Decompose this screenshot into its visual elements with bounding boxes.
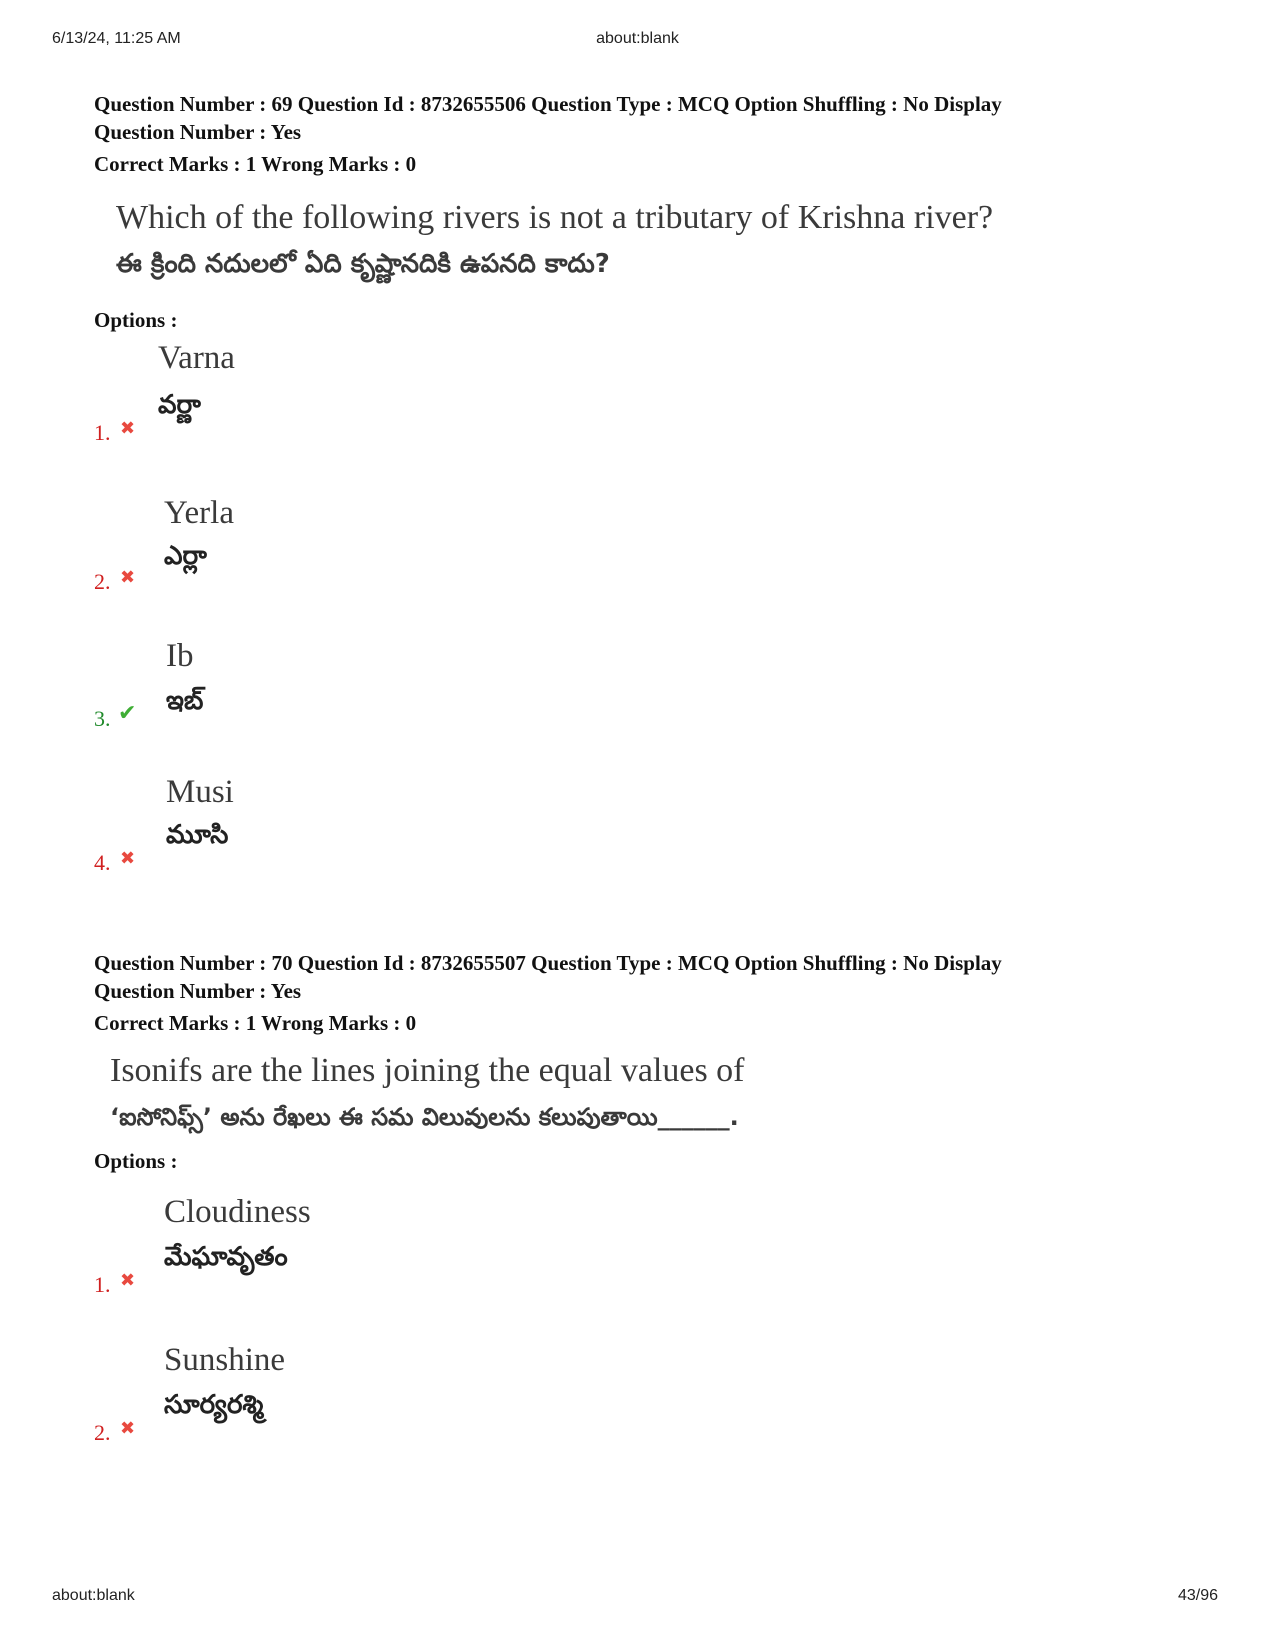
option-3: [94, 638, 794, 778]
option-number: 2.: [94, 1420, 111, 1445]
option-text-english: Musi: [166, 774, 234, 810]
question-block-70: [94, 949, 1224, 1445]
option-4: [94, 774, 794, 914]
option-1: [94, 1194, 794, 1334]
question-marks: Correct Marks : 1 Wrong Marks : 0: [94, 152, 417, 176]
question-text-telugu: ‘ఐసోనిఫ్స్’ అను రేఖలు ఈ సమ విలువులను కలుపుతాయి______.: [110, 1103, 739, 1131]
question-text-english: Which of the following rivers is not a tributary of Krishna river?: [116, 199, 994, 236]
cross-icon: ✖: [120, 1418, 136, 1439]
option-number: 4.: [94, 850, 111, 875]
options-label: Options :: [94, 1149, 178, 1173]
option-2: [94, 1342, 794, 1482]
option-text-telugu: మేఘావృతం: [164, 1242, 288, 1272]
question-block-69: [94, 90, 1224, 875]
cross-icon: ✖: [120, 418, 136, 439]
question-text-telugu: ఈ క్రింది నదులలో ఏది కృష్ణానదికి ఉపనది కాదు?: [116, 249, 610, 279]
option-text-english: Varna: [158, 340, 235, 376]
print-footer-url: about:blank: [52, 1587, 135, 1604]
option-text-english: Sunshine: [164, 1342, 286, 1378]
question-meta-line: Question Number : 70 Question Id : 8732655507 Question Type : MCQ Option Shuffling : No Display: [94, 951, 1002, 975]
question-meta-line: Question Number : Yes: [94, 120, 302, 144]
question-meta-line: Question Number : 69 Question Id : 8732655506 Question Type : MCQ Option Shuffling : No Display: [94, 92, 1002, 116]
option-number: 3.: [94, 706, 111, 731]
cross-icon: ✖: [120, 1270, 136, 1291]
option-text-telugu: ఇబ్: [166, 686, 204, 716]
option-2: [94, 495, 794, 635]
option-text-telugu: మూసి: [166, 820, 229, 850]
options-label: Options :: [94, 308, 178, 332]
option-text-telugu: ఎర్లా: [164, 541, 207, 571]
question-text: [110, 1049, 1224, 1137]
question-marks: Correct Marks : 1 Wrong Marks : 0: [94, 1011, 417, 1035]
option-text-english: Yerla: [164, 495, 234, 531]
cross-icon: ✖: [120, 848, 136, 869]
option-number: 1.: [94, 420, 111, 445]
print-footer-page-number: 43/96: [1177, 1587, 1218, 1604]
print-header-title: about:blank: [596, 30, 679, 47]
option-text-english: Ib: [166, 638, 194, 674]
check-icon: ✔: [118, 701, 137, 726]
option-text-telugu: వర్ణా: [158, 390, 201, 420]
option-number: 1.: [94, 1272, 111, 1297]
option-text-english: Cloudiness: [164, 1194, 311, 1230]
cross-icon: ✖: [120, 567, 136, 588]
option-number: 2.: [94, 569, 111, 594]
option-1: [94, 340, 794, 480]
option-text-telugu: సూర్యరశ్మి: [164, 1390, 264, 1420]
question-text: [116, 196, 1224, 284]
question-meta-line: Question Number : Yes: [94, 979, 302, 1003]
print-header-datetime: 6/13/24, 11:25 AM: [52, 30, 181, 47]
question-text-english: Isonifs are the lines joining the equal values of: [110, 1052, 745, 1089]
